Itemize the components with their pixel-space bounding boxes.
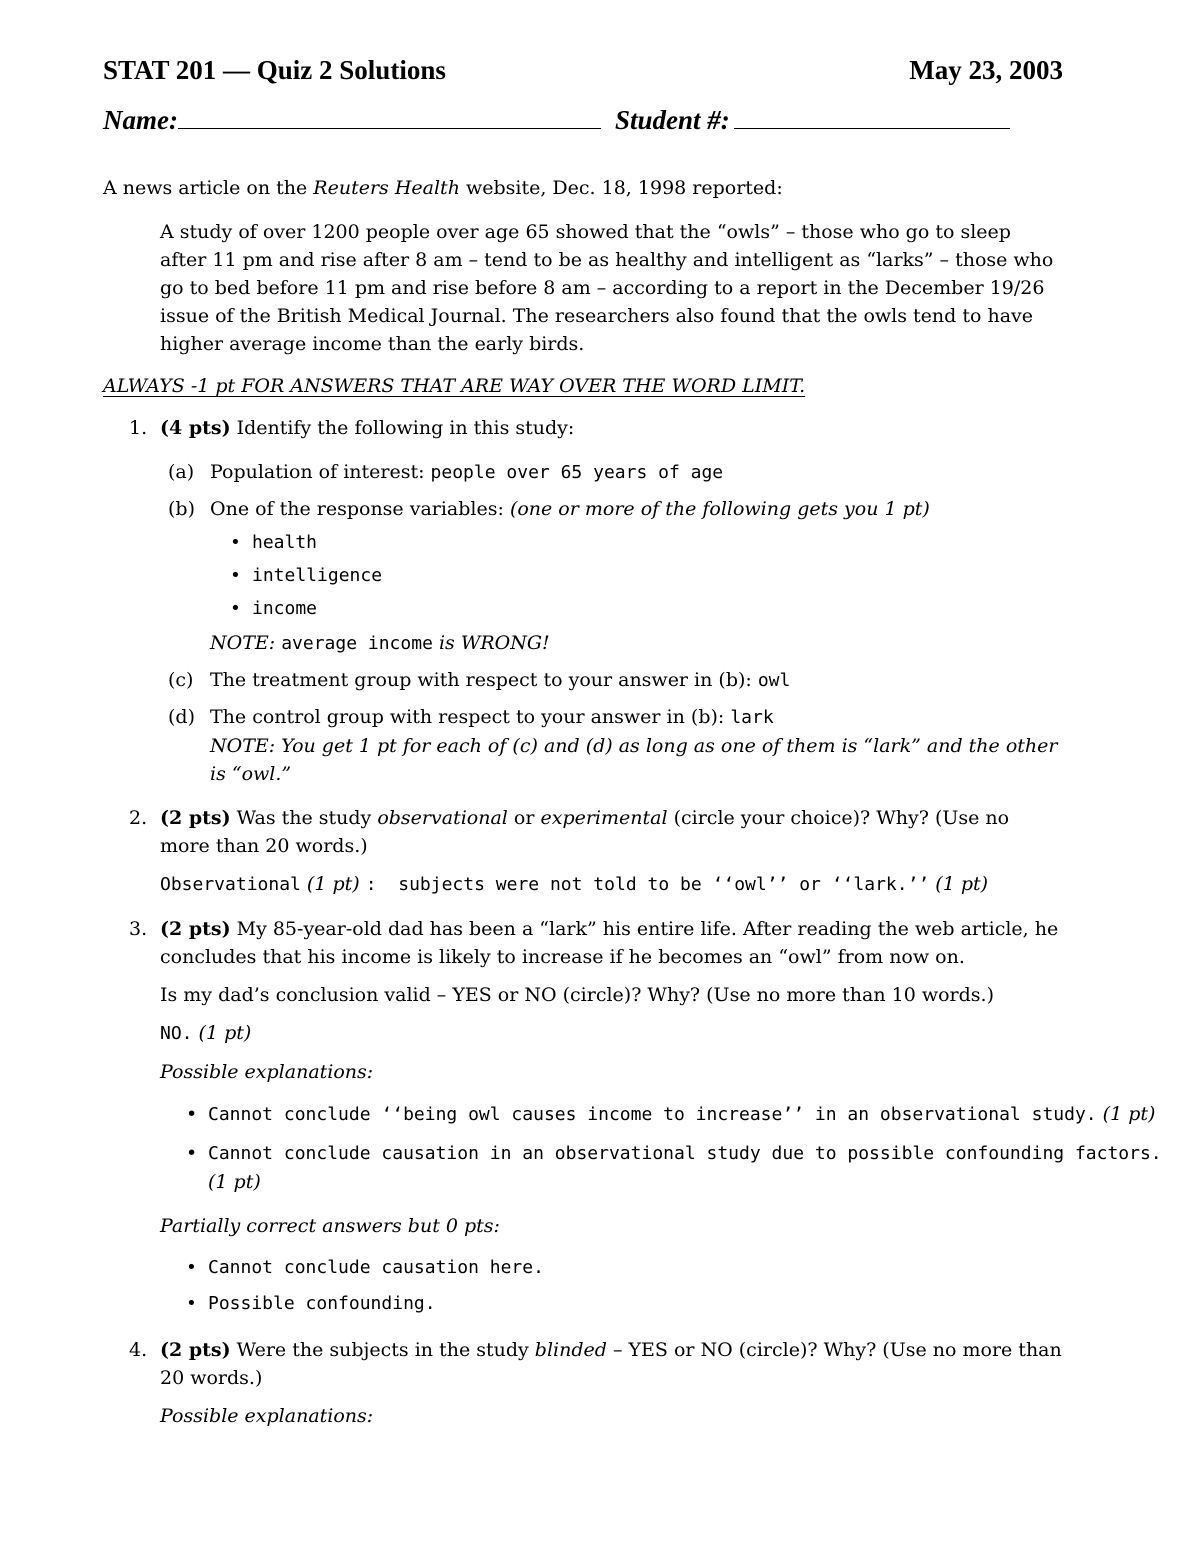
question-points: (2 pts) — [160, 1339, 231, 1361]
question-prompt: Is my dad’s conclusion valid – YES or NO (circle)? Why? (Use no more than 10 words.) — [160, 984, 994, 1006]
intro-text — [103, 174, 1063, 202]
question-text: (circle your choice)? Why? (Use no more than 20 words.) — [160, 807, 1010, 857]
sub-text: The control group with respect to your answer in (b): — [210, 706, 731, 728]
list-item: • income — [230, 595, 1063, 623]
name-blank[interactable] — [178, 104, 601, 129]
question-number: 3. — [129, 918, 148, 940]
question-text: My 85-year-old dad has been a “lark” his entire life. After reading the web article, he concludes that his income is likely to increase if he becomes an “owl” from now on. — [160, 918, 1059, 968]
question-number: 1. — [129, 417, 148, 439]
question-text: – YES or NO (circle)? Why? (Use no more than 20 words.) — [160, 1339, 1062, 1389]
question-text: Was the study — [230, 807, 378, 829]
question-points: (2 pts) — [160, 918, 231, 940]
answer-text: Observational — [160, 874, 301, 895]
response-variable-list — [210, 529, 1063, 623]
list-item: • intelligence — [230, 562, 1063, 590]
grading-policy: ALWAYS -1 pt FOR ANSWERS THAT ARE WAY OVER THE WORD LIMIT. — [103, 375, 806, 397]
student-label: Student #: — [614, 105, 730, 135]
intro-source: Reuters Health — [313, 177, 460, 199]
question-1a — [160, 458, 1063, 487]
partial-answers-label: Partially correct answers but 0 pts: — [160, 1215, 500, 1237]
explanation-points: (1 pt) — [208, 1171, 261, 1193]
question-number: 4. — [129, 1339, 148, 1361]
name-label: Name: — [103, 105, 178, 135]
question-1b — [160, 495, 1063, 658]
sub-text: One of the response variables: — [210, 498, 510, 520]
question-3 — [103, 915, 1162, 1318]
sub-text: The treatment group with respect to your answer in (b): — [210, 669, 758, 691]
possible-explanations-list — [160, 1100, 1166, 1196]
question-emphasis: observational — [377, 807, 508, 829]
answer-points: (1 pt) — [192, 1022, 252, 1044]
question-1c — [160, 666, 1063, 695]
page-header — [103, 52, 1063, 88]
warning-note — [210, 629, 1063, 658]
list-item: • Possible confounding. — [186, 1290, 1063, 1318]
question-1 — [103, 414, 1063, 788]
intro-suffix: website, Dec. 18, 1998 reported: — [459, 177, 783, 199]
answer-text: : subjects were not told to be ‘‘owl’’ or ‘‘lark.’’ — [365, 874, 930, 895]
sub-note: (one or more of the following gets you 1 pt) — [509, 498, 930, 520]
possible-explanations-label: Possible explanations: — [160, 1405, 374, 1427]
note-code: average income — [281, 633, 433, 654]
sub-label: (b) — [168, 498, 195, 520]
sub-text: Population of interest: — [210, 461, 431, 483]
question-emphasis: experimental — [540, 807, 668, 829]
sub-label: (a) — [168, 461, 195, 483]
list-item: • health — [230, 529, 1063, 557]
note-prefix: NOTE: — [210, 632, 282, 654]
quiz-date: May 23, 2003 — [909, 55, 1063, 85]
question-4 — [103, 1336, 1063, 1430]
question-points: (2 pts) — [160, 807, 231, 829]
sub-answer: lark — [730, 707, 774, 728]
question-1d — [160, 703, 1063, 788]
article-quote: A study of over 1200 people over age 65 showed that the “owls” – those who go to sleep after 11 pm and rise after 8 am – tend to be as healthy and intelligent as “larks” – those who go to bed before 11 pm and rise before 8 am – according to a report in the December 19/26 issue of the British Medical Journal. The researchers also found that the owls tend to have higher average income than the early birds. — [160, 221, 1054, 355]
partial-answers-list — [160, 1254, 1063, 1318]
list-item — [186, 1139, 1166, 1196]
question-2 — [103, 804, 1063, 899]
answer-points: (1 pt) — [929, 873, 989, 895]
student-number-blank[interactable] — [734, 104, 1010, 129]
sub-answer: people over 65 years of age — [430, 462, 724, 483]
sub-note: NOTE: You get 1 pt for each of (c) and (d) as long as one of them is “lark” and the other is “owl.” — [210, 735, 1058, 785]
question-text: Identify the following in this study: — [230, 417, 575, 439]
list-item — [186, 1100, 1166, 1129]
answer-line — [160, 870, 1063, 899]
name-student-row — [103, 102, 1063, 138]
explanation-points: (1 pt) — [1096, 1103, 1156, 1125]
question-text: Were the subjects in the study — [230, 1339, 535, 1361]
answer-line — [160, 1019, 1063, 1048]
intro-prefix: A news article on the — [103, 177, 314, 199]
question-points: (4 pts) — [160, 417, 231, 439]
possible-explanations-label: Possible explanations: — [160, 1061, 374, 1083]
note-suffix: is WRONG! — [432, 632, 550, 654]
sub-answer: owl — [757, 670, 791, 691]
list-item: • Cannot conclude causation here. — [186, 1254, 1063, 1282]
question-emphasis: blinded — [534, 1339, 607, 1361]
explanation-text: Cannot conclude causation in an observational study due to possible confounding factors. — [208, 1143, 1162, 1164]
answer-points: (1 pt) — [300, 873, 366, 895]
quiz-title: STAT 201 — Quiz 2 Solutions — [103, 55, 446, 85]
explanation-text: Cannot conclude ‘‘being owl causes income to increase’’ in an observational study. — [208, 1104, 1097, 1125]
sub-label: (d) — [168, 706, 195, 728]
sub-label: (c) — [168, 669, 194, 691]
question-number: 2. — [129, 807, 148, 829]
quiz-page — [103, 52, 1162, 1430]
question-text: or — [507, 807, 541, 829]
answer-text: NO. — [160, 1023, 193, 1044]
